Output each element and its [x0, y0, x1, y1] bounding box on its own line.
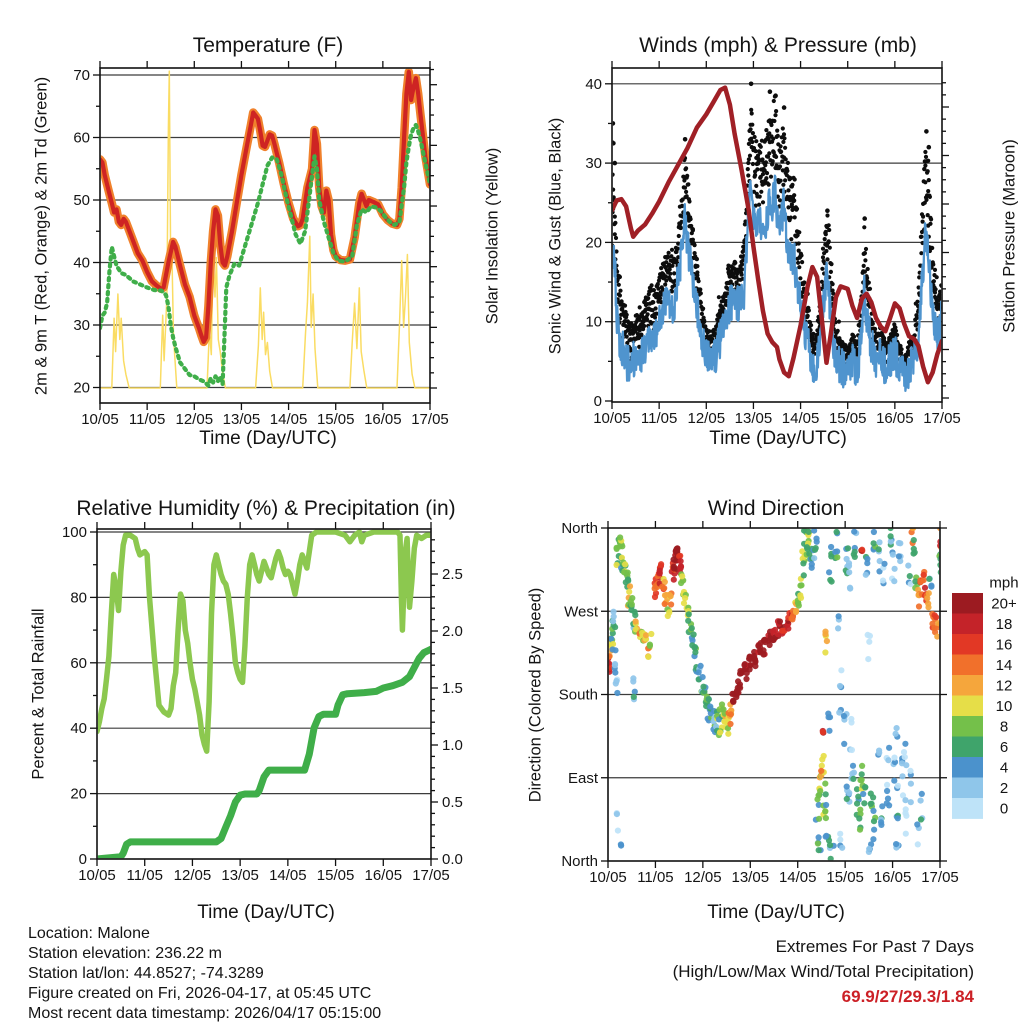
wind-direction-plot — [559, 520, 959, 886]
x-label-humidity: Time (Day/UTC) — [197, 902, 335, 923]
chart-title-winds: Winds (mph) & Pressure (mb) — [639, 34, 917, 57]
footer-latlon: Station lat/lon: 44.8527; -74.3289 — [28, 965, 264, 982]
svg-text:1.5: 1.5 — [442, 680, 463, 697]
svg-text:16/05: 16/05 — [873, 869, 912, 886]
svg-text:14/05: 14/05 — [778, 869, 817, 886]
svg-text:17/05: 17/05 — [921, 869, 959, 886]
svg-text:0.0: 0.0 — [442, 851, 463, 868]
svg-text:15/05: 15/05 — [316, 867, 355, 884]
svg-text:14/05: 14/05 — [269, 867, 307, 884]
svg-text:6: 6 — [999, 738, 1009, 756]
svg-text:10/05: 10/05 — [593, 410, 631, 427]
footer-timestamp: Most recent data timestamp: 2026/04/17 05:15:00 — [28, 1005, 382, 1022]
svg-text:11/05: 11/05 — [640, 410, 678, 427]
svg-text:12/05: 12/05 — [175, 411, 214, 428]
humidity-precip-plot — [62, 522, 463, 884]
svg-text:16: 16 — [995, 636, 1013, 654]
svg-text:70: 70 — [73, 67, 90, 84]
chart-title-wind-direction: Wind Direction — [707, 497, 845, 520]
svg-text:2.0: 2.0 — [442, 623, 463, 640]
svg-text:11/05: 11/05 — [637, 869, 674, 886]
svg-text:30: 30 — [585, 155, 602, 173]
y-label-humidity-left: Percent & Total Rainfall — [29, 608, 48, 780]
footer-location: Location: Malone — [28, 925, 150, 942]
y-label-temperature-left: 2m & 9m T (Red, Orange) & 2m Td (Green) — [32, 76, 51, 396]
svg-text:60: 60 — [70, 654, 87, 672]
svg-text:12/05: 12/05 — [173, 867, 212, 884]
x-label-direction: Time (Day/UTC) — [707, 902, 845, 923]
svg-text:11/05: 11/05 — [126, 867, 163, 884]
extremes-title: Extremes For Past 7 Days — [775, 937, 974, 956]
y-label-solar-right: Solar Insolation (Yellow) — [483, 147, 502, 325]
svg-text:16/05: 16/05 — [876, 410, 914, 427]
svg-text:17/05: 17/05 — [923, 410, 961, 427]
svg-text:100: 100 — [61, 524, 87, 541]
svg-text:20: 20 — [70, 785, 87, 803]
svg-text:2.5: 2.5 — [442, 566, 463, 583]
svg-text:0.5: 0.5 — [442, 794, 463, 811]
svg-text:40: 40 — [73, 254, 90, 272]
svg-text:60: 60 — [73, 129, 90, 147]
svg-text:11/05: 11/05 — [128, 411, 166, 428]
extremes-values: 69.9/27/29.3/1.84 — [841, 987, 974, 1006]
svg-text:10: 10 — [585, 313, 602, 331]
footer-elevation: Station elevation: 236.22 m — [28, 945, 222, 962]
svg-text:30: 30 — [73, 317, 90, 334]
svg-text:16/05: 16/05 — [364, 867, 403, 884]
svg-text:West: West — [564, 603, 598, 621]
svg-text:17/05: 17/05 — [411, 411, 449, 428]
svg-text:15/05: 15/05 — [826, 869, 864, 886]
svg-text:80: 80 — [70, 589, 87, 607]
svg-text:15/05: 15/05 — [828, 410, 867, 427]
svg-text:2: 2 — [999, 779, 1009, 797]
svg-text:8: 8 — [999, 718, 1009, 736]
svg-text:1.0: 1.0 — [442, 737, 463, 754]
svg-text:20: 20 — [73, 379, 90, 397]
y-label-wind-left: Sonic Wind & Gust (Blue, Black) — [546, 117, 565, 355]
svg-text:10/05: 10/05 — [81, 411, 119, 428]
chart-title-humidity: Relative Humidity (%) & Precipitation (in) — [76, 497, 456, 520]
svg-text:12/05: 12/05 — [687, 410, 726, 427]
svg-text:North: North — [561, 853, 598, 870]
svg-text:0: 0 — [593, 393, 602, 410]
svg-text:13/05: 13/05 — [221, 867, 259, 884]
svg-text:North: North — [561, 520, 598, 537]
svg-text:4: 4 — [999, 759, 1009, 777]
svg-text:14: 14 — [995, 656, 1013, 674]
svg-text:10/05: 10/05 — [78, 867, 116, 884]
svg-text:40: 40 — [70, 720, 87, 738]
svg-text:10/05: 10/05 — [589, 869, 627, 886]
footer-created: Figure created on Fri, 2026-04-17, at 05:45 UTC — [28, 985, 372, 1002]
svg-text:13/05: 13/05 — [222, 411, 261, 428]
svg-text:0: 0 — [999, 800, 1009, 818]
svg-text:14/05: 14/05 — [269, 411, 308, 428]
x-label-winds: Time (Day/UTC) — [709, 428, 847, 449]
winds-pressure-plot — [585, 61, 960, 427]
y-label-pressure-right: Station Pressure (Maroon) — [1000, 139, 1019, 333]
svg-text:17/05: 17/05 — [412, 867, 450, 884]
svg-text:13/05: 13/05 — [734, 410, 773, 427]
svg-text:18: 18 — [995, 615, 1013, 633]
svg-text:16/05: 16/05 — [364, 411, 402, 428]
svg-text:12: 12 — [995, 677, 1013, 695]
svg-text:50: 50 — [73, 192, 90, 209]
extremes-subtitle: (High/Low/Max Wind/Total Precipitation) — [672, 962, 974, 981]
svg-text:10: 10 — [995, 697, 1013, 715]
svg-text:12/05: 12/05 — [684, 869, 722, 886]
svg-text:0: 0 — [78, 851, 87, 868]
x-label-temperature: Time (Day/UTC) — [199, 428, 337, 449]
svg-text:South: South — [558, 686, 598, 704]
colorbar-unit-label: mph — [989, 574, 1019, 592]
chart-title-temperature: Temperature (F) — [192, 34, 344, 57]
svg-text:20+: 20+ — [991, 595, 1017, 613]
svg-text:15/05: 15/05 — [316, 411, 355, 428]
svg-text:40: 40 — [585, 75, 602, 93]
speed-colorbar — [952, 593, 1017, 819]
temperature-plot — [73, 61, 448, 428]
svg-text:14/05: 14/05 — [781, 410, 820, 427]
svg-text:East: East — [567, 769, 598, 787]
svg-text:13/05: 13/05 — [731, 869, 770, 886]
svg-text:20: 20 — [585, 234, 602, 252]
y-label-direction-left: Direction (Colored By Speed) — [526, 587, 545, 803]
